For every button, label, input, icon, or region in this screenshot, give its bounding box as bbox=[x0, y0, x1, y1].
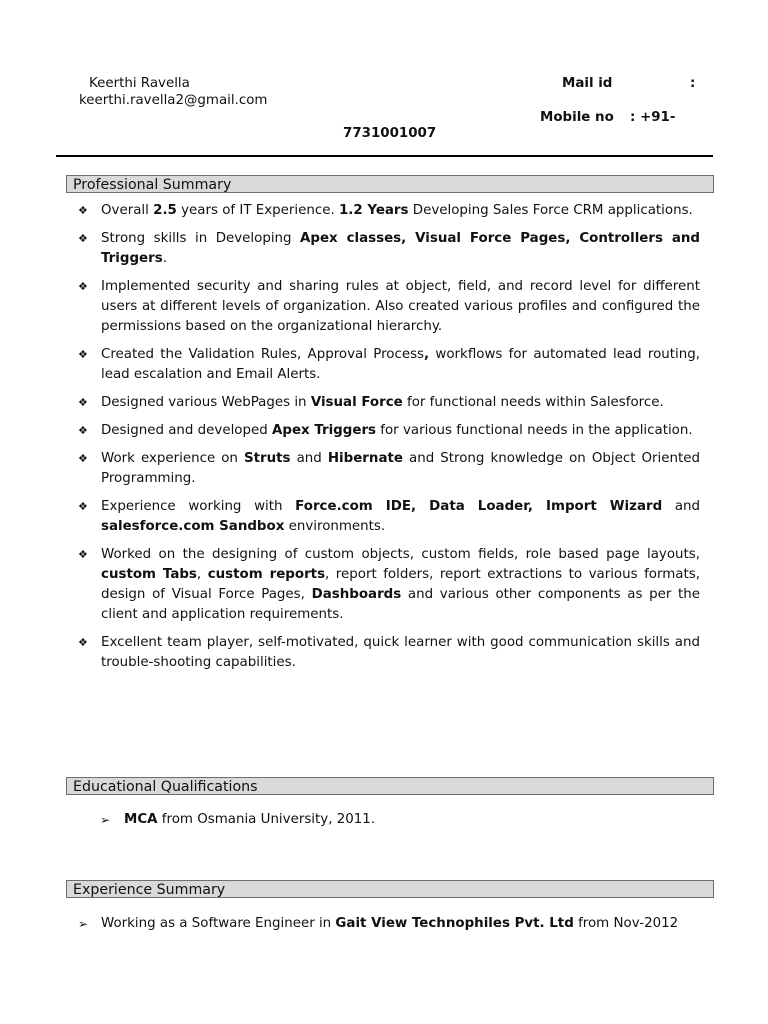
bold-text: Dashboards bbox=[311, 587, 402, 602]
text-run: Experience working with bbox=[101, 499, 296, 514]
text-run: Designed and developed bbox=[101, 423, 272, 438]
candidate-email: keerthi.ravella2@gmail.com bbox=[79, 93, 268, 108]
text-run: years of IT Experience. bbox=[176, 203, 339, 218]
arrow-bullet-icon: ➢ bbox=[78, 917, 89, 931]
diamond-bullet-icon: ❖ bbox=[78, 548, 88, 561]
text-run: for various functional needs in the application. bbox=[376, 423, 693, 438]
diamond-bullet-icon: ❖ bbox=[78, 348, 88, 361]
mail-label: Mail id bbox=[562, 76, 613, 91]
experience-item-text bbox=[101, 916, 678, 931]
text-run: workflows for automated lead routing, lead escalation and Email Alerts. bbox=[101, 347, 701, 382]
summary-item bbox=[78, 229, 700, 269]
bold-text: Force.com IDE, Data Loader, Import Wizard bbox=[295, 499, 663, 514]
summary-item bbox=[78, 345, 700, 385]
summary-item bbox=[78, 393, 700, 413]
bold-text: Apex classes, Visual Force Pages, Controllers and Triggers bbox=[101, 231, 700, 266]
text-run: from Osmania University, 2011. bbox=[157, 812, 376, 827]
text-run: Created the Validation Rules, Approval Process bbox=[101, 347, 425, 362]
text-run: and bbox=[662, 499, 701, 514]
bold-text: Struts bbox=[243, 451, 291, 466]
bold-text: , bbox=[424, 347, 430, 362]
mail-colon: : bbox=[690, 76, 696, 91]
arrow-bullet-icon: ➢ bbox=[100, 813, 111, 827]
bold-text: custom Tabs bbox=[101, 567, 197, 582]
bold-text: 2.5 bbox=[153, 203, 177, 218]
text-run: , bbox=[196, 567, 208, 582]
list-item bbox=[78, 914, 718, 934]
text-run: . bbox=[162, 251, 167, 266]
header-divider bbox=[56, 155, 713, 157]
summary-item bbox=[78, 449, 700, 489]
experience-list bbox=[78, 914, 718, 934]
text-run: environments. bbox=[284, 519, 386, 534]
education-item-text bbox=[124, 812, 375, 827]
mobile-label: Mobile no bbox=[540, 110, 614, 125]
bold-text: custom reports bbox=[207, 567, 326, 582]
diamond-bullet-icon: ❖ bbox=[78, 396, 88, 409]
diamond-bullet-icon: ❖ bbox=[78, 204, 88, 217]
text-run: for functional needs within Salesforce. bbox=[402, 395, 664, 410]
bold-text: Apex Triggers bbox=[272, 423, 377, 438]
mobile-prefix: : +91- bbox=[630, 110, 676, 125]
text-run: Overall bbox=[101, 203, 154, 218]
text-run: Implemented security and sharing rules at object, field, and record level for different users at different levels of organization. Also created various profiles and configured the permissions based on the organizational hierarchy. bbox=[101, 279, 700, 334]
diamond-bullet-icon: ❖ bbox=[78, 280, 88, 293]
text-run: and Strong knowledge on Object Oriented Programming. bbox=[101, 451, 700, 486]
text-run: , report folders, report extractions to various formats, design of Visual Force Pages, bbox=[101, 567, 701, 602]
summary-item bbox=[78, 545, 700, 625]
text-run: Designed various WebPages in bbox=[101, 395, 311, 410]
summary-item bbox=[78, 497, 700, 537]
bold-text: 1.2 Years bbox=[338, 203, 409, 218]
bold-text: Hibernate bbox=[327, 451, 403, 466]
bold-text: Gait View Technophiles Pvt. Ltd bbox=[335, 916, 574, 931]
diamond-bullet-icon: ❖ bbox=[78, 232, 88, 245]
list-item bbox=[100, 810, 700, 830]
text-run: Strong skills in Developing bbox=[101, 231, 301, 246]
summary-item bbox=[78, 633, 700, 673]
text-run: Worked on the designing of custom objects, custom fields, role based page layouts, bbox=[101, 547, 700, 562]
diamond-bullet-icon: ❖ bbox=[78, 636, 88, 649]
text-run: Work experience on bbox=[101, 451, 244, 466]
mobile-number: 7731001007 bbox=[343, 126, 437, 141]
summary-item bbox=[78, 421, 700, 441]
diamond-bullet-icon: ❖ bbox=[78, 424, 88, 437]
professional-summary-list bbox=[78, 201, 700, 681]
bold-text: salesforce.com Sandbox bbox=[101, 519, 285, 534]
text-run: Developing Sales Force CRM applications. bbox=[408, 203, 693, 218]
text-run: and bbox=[290, 451, 328, 466]
education-heading: Educational Qualifications bbox=[66, 777, 714, 795]
diamond-bullet-icon: ❖ bbox=[78, 452, 88, 465]
summary-item bbox=[78, 201, 700, 221]
bold-text: MCA bbox=[124, 812, 158, 827]
candidate-name: Keerthi Ravella bbox=[89, 76, 190, 91]
experience-heading: Experience Summary bbox=[66, 880, 714, 898]
bold-text: Visual Force bbox=[310, 395, 403, 410]
text-run: and various other components as per the client and application requirements. bbox=[101, 587, 701, 622]
diamond-bullet-icon: ❖ bbox=[78, 500, 88, 513]
text-run: from Nov-2012 bbox=[573, 916, 679, 931]
text-run: Excellent team player, self-motivated, quick learner with good communication skills and trouble-shooting capabilities. bbox=[101, 635, 700, 670]
professional-summary-heading: Professional Summary bbox=[66, 175, 714, 193]
text-run: Working as a Software Engineer in bbox=[101, 916, 336, 931]
summary-item bbox=[78, 277, 700, 337]
education-list bbox=[100, 810, 700, 830]
